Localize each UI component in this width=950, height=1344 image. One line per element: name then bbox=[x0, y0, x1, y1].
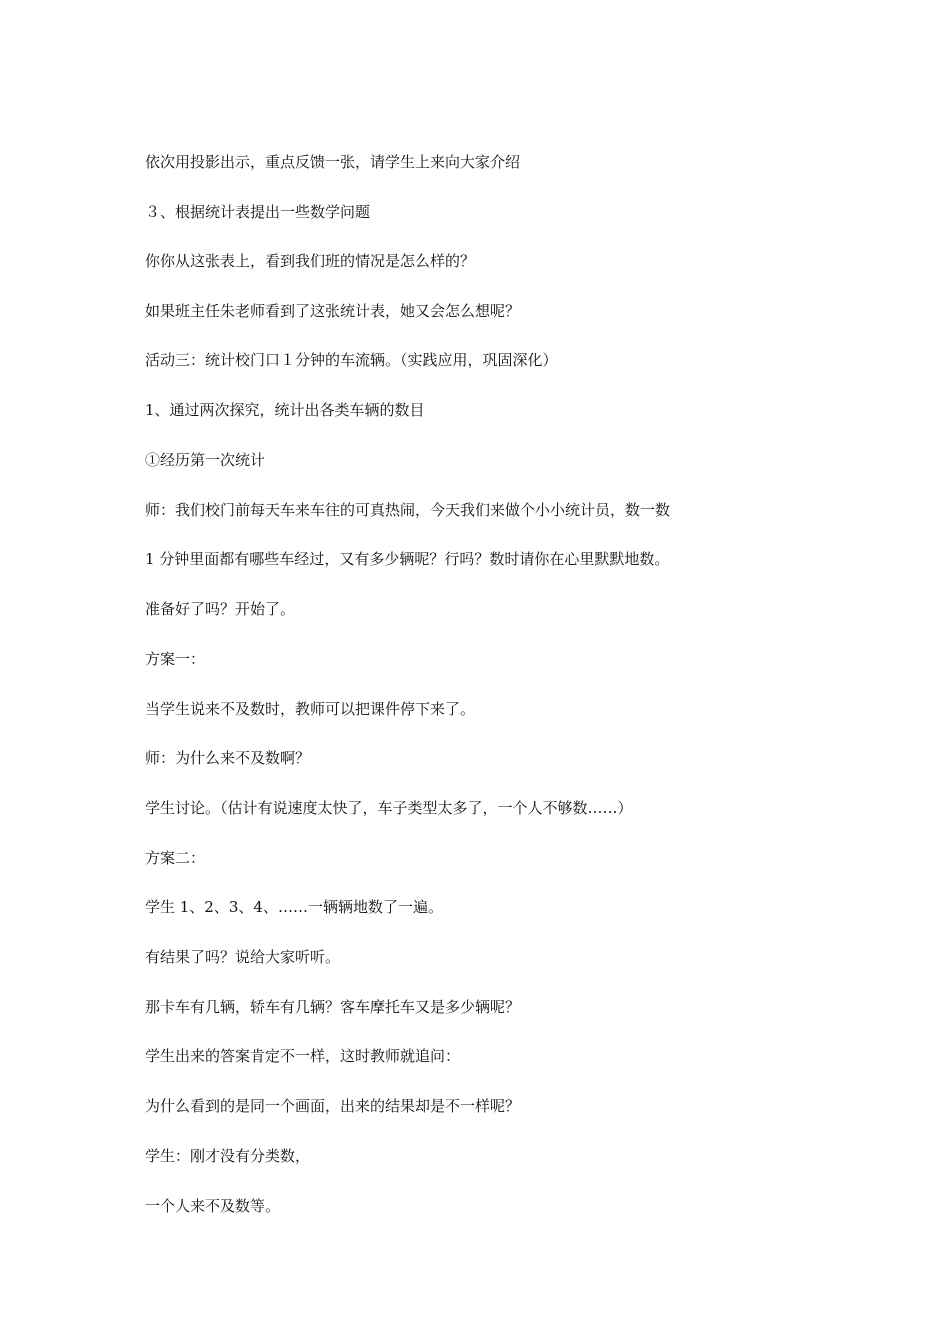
paragraph-line: 为什么看到的是同一个画面，出来的结果却是不一样呢？ bbox=[145, 1097, 521, 1115]
paragraph-line: 有结果了吗？说给大家听听。 bbox=[145, 948, 341, 966]
paragraph-line: 一个人来不及数等。 bbox=[145, 1197, 281, 1215]
paragraph-line: 学生 1、2、3、4、……一辆辆地数了一遍。 bbox=[145, 898, 443, 916]
paragraph-line: 师：为什么来不及数啊？ bbox=[145, 749, 311, 767]
paragraph-line: 1 分钟里面都有哪些车经过，又有多少辆呢？行吗？数时请你在心里默默地数。 bbox=[145, 550, 670, 568]
paragraph-line: 师：我们校门前每天车来车往的可真热闹，今天我们来做个小小统计员，数一数 bbox=[145, 501, 671, 519]
paragraph-line: 学生：刚才没有分类数， bbox=[145, 1147, 311, 1165]
paragraph-line: 依次用投影出示，重点反馈一张，请学生上来向大家介绍 bbox=[145, 153, 521, 171]
paragraph-line: ①经历第一次统计 bbox=[145, 451, 266, 469]
paragraph-line: 方案二： bbox=[145, 849, 206, 867]
paragraph-line: 学生讨论。（估计有说速度太快了，车子类型太多了，一个人不够数……） bbox=[145, 799, 633, 817]
paragraph-line: 那卡车有几辆，轿车有几辆？客车摩托车又是多少辆呢？ bbox=[145, 998, 521, 1016]
paragraph-line: 活动三：统计校门口１分钟的车流辆。（实践应用，巩固深化） bbox=[145, 351, 558, 369]
paragraph-line: 方案一： bbox=[145, 650, 206, 668]
paragraph-line: 学生出来的答案肯定不一样，这时教师就追问： bbox=[145, 1047, 461, 1065]
paragraph-line: 当学生说来不及数时，教师可以把课件停下来了。 bbox=[145, 700, 476, 718]
paragraph-line: 1、通过两次探究，统计出各类车辆的数目 bbox=[145, 401, 425, 419]
paragraph-line: ３、根据统计表提出一些数学问题 bbox=[145, 203, 371, 221]
paragraph-line: 准备好了吗？开始了。 bbox=[145, 600, 296, 618]
paragraph-line: 你你从这张表上，看到我们班的情况是怎么样的？ bbox=[145, 252, 476, 270]
paragraph-line: 如果班主任朱老师看到了这张统计表，她又会怎么想呢？ bbox=[145, 302, 521, 320]
